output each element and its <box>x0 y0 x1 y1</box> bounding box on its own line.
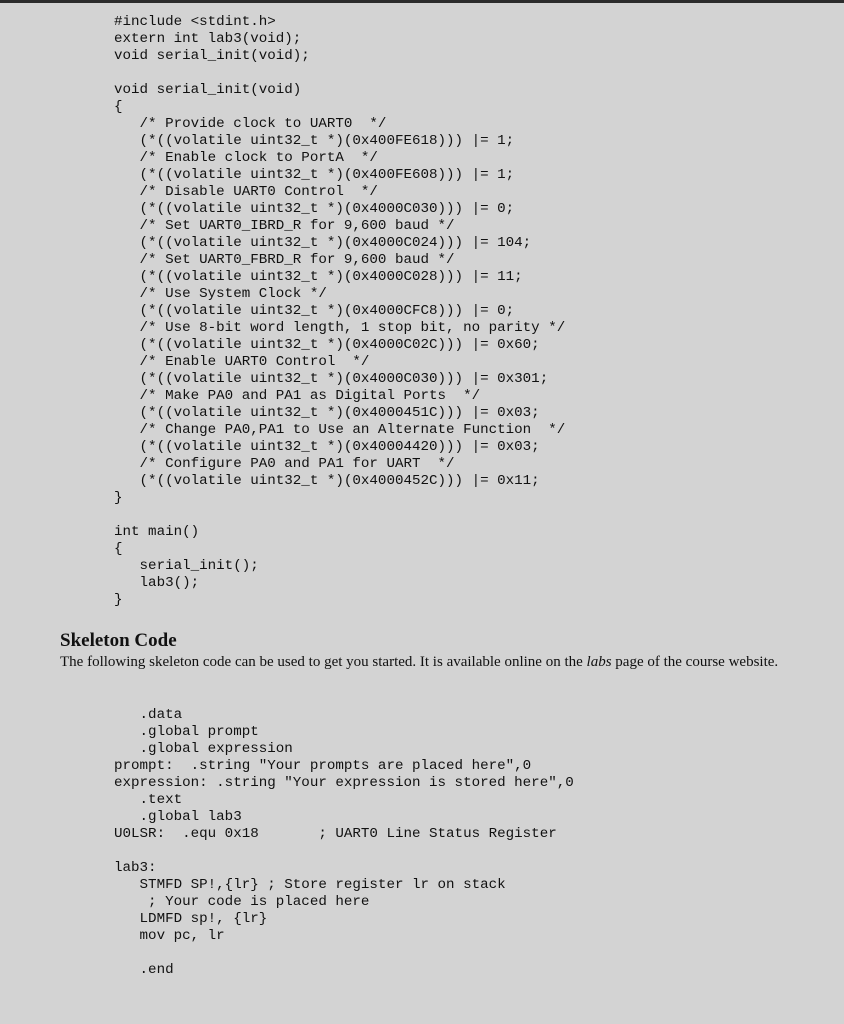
c-code-listing <box>114 14 565 609</box>
top-border <box>0 0 844 3</box>
code-line: /* Provide clock to UART0 */ <box>114 116 387 132</box>
code-line: (*((volatile uint32_t *)(0x400FE608))) |= 1; <box>114 167 515 183</box>
code-line: .text <box>114 792 183 808</box>
code-line: int main() <box>114 524 200 540</box>
code-line: /* Configure PA0 and PA1 for UART */ <box>114 456 455 472</box>
code-line: ; Your code is placed here <box>114 894 370 910</box>
code-line: .end <box>114 962 174 978</box>
code-line <box>114 65 565 82</box>
code-line <box>114 843 574 860</box>
code-line <box>114 945 574 962</box>
code-line: /* Make PA0 and PA1 as Digital Ports */ <box>114 388 481 404</box>
code-line: .global lab3 <box>114 809 242 825</box>
code-line: /* Set UART0_FBRD_R for 9,600 baud */ <box>114 252 455 268</box>
code-line: /* Use 8-bit word length, 1 stop bit, no parity */ <box>114 320 566 336</box>
code-line: /* Use System Clock */ <box>114 286 327 302</box>
code-line: mov pc, lr <box>114 928 225 944</box>
paragraph-text: The following skeleton code can be used to get you started. It is available online on the <box>60 654 587 670</box>
paragraph-text: page of the course website. <box>611 654 779 670</box>
code-line: void serial_init(void); <box>114 48 310 64</box>
code-line: void serial_init(void) <box>114 82 302 98</box>
code-line: .global prompt <box>114 724 259 740</box>
code-line: .data <box>114 707 183 723</box>
code-line: } <box>114 490 123 506</box>
code-line: } <box>114 592 123 608</box>
code-line: /* Set UART0_IBRD_R for 9,600 baud */ <box>114 218 455 234</box>
code-line: (*((volatile uint32_t *)(0x4000CFC8))) |= 0; <box>114 303 515 319</box>
code-line: (*((volatile uint32_t *)(0x4000C028))) |= 11; <box>114 269 523 285</box>
code-line: expression: .string "Your expression is stored here",0 <box>114 775 574 791</box>
code-line: (*((volatile uint32_t *)(0x4000C02C))) |= 0x60; <box>114 337 540 353</box>
code-line: U0LSR: .equ 0x18 ; UART0 Line Status Register <box>114 826 557 842</box>
section-paragraph <box>60 653 780 672</box>
code-line: /* Change PA0,PA1 to Use an Alternate Function */ <box>114 422 566 438</box>
code-line: (*((volatile uint32_t *)(0x400FE618))) |= 1; <box>114 133 515 149</box>
code-line: /* Disable UART0 Control */ <box>114 184 378 200</box>
code-line: serial_init(); <box>114 558 259 574</box>
code-line: prompt: .string "Your prompts are placed here",0 <box>114 758 532 774</box>
code-line: extern int lab3(void); <box>114 31 302 47</box>
code-line: (*((volatile uint32_t *)(0x4000451C))) |= 0x03; <box>114 405 540 421</box>
code-line: /* Enable clock to PortA */ <box>114 150 378 166</box>
code-line: (*((volatile uint32_t *)(0x40004420))) |= 0x03; <box>114 439 540 455</box>
code-line: (*((volatile uint32_t *)(0x4000C030))) |= 0; <box>114 201 515 217</box>
code-line: { <box>114 99 123 115</box>
code-line: (*((volatile uint32_t *)(0x4000C030))) |= 0x301; <box>114 371 549 387</box>
section-heading: Skeleton Code <box>60 630 177 651</box>
code-line: /* Enable UART0 Control */ <box>114 354 370 370</box>
code-line: lab3: <box>114 860 157 876</box>
code-line: LDMFD sp!, {lr} <box>114 911 268 927</box>
labs-emphasis: labs <box>586 654 612 670</box>
code-line: lab3(); <box>114 575 200 591</box>
code-line: #include <stdint.h> <box>114 14 276 30</box>
code-line: .global expression <box>114 741 293 757</box>
code-line: { <box>114 541 123 557</box>
code-line <box>114 507 565 524</box>
code-line: (*((volatile uint32_t *)(0x4000452C))) |= 0x11; <box>114 473 540 489</box>
assembly-code-listing <box>114 707 574 979</box>
code-line: (*((volatile uint32_t *)(0x4000C024))) |= 104; <box>114 235 532 251</box>
code-line: STMFD SP!,{lr} ; Store register lr on stack <box>114 877 506 893</box>
